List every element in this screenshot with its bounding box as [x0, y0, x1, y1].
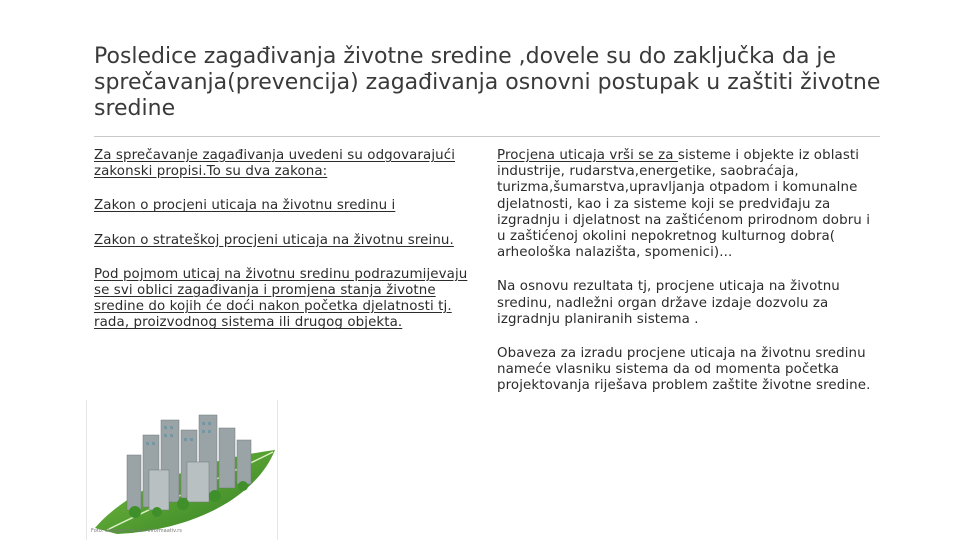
- permit-paragraph: Na osnovu rezultata tj, procjene uticaja na životnu sredinu, nadležni organ države izdaje dozvolu za izgradnju planiranih sistema .: [497, 279, 840, 327]
- slide-title: Posledice zagađivanja životne sredine ,dovele su do zaključka da je sprečavanja(prevencija) zagađivanja osnovni postupak u zaštiti životne sredine: [94, 44, 881, 121]
- law-2: Zakon o strateškoj procjeni uticaja na životnu sreinu.: [94, 232, 454, 248]
- assessment-scope: [497, 148, 882, 261]
- right-column: [497, 148, 882, 413]
- law-1: Zakon o procjeni uticaja na životnu sredinu i: [94, 198, 396, 214]
- assessment-scope-rest: sisteme i objekte iz oblasti industrije, rudarstva,energetike, saobraćaja, turizma,šumarstva,upravljanja otpadom i komunalne djelatnosti, kao i za sisteme koji se predviđaju za izgradnju i djelatnost na zaštićenom prirodnom dobru i u zaštićenoj okolini nepokretnog kulturnog dobra( arheološka nalazišta, spomenici)...: [497, 148, 871, 261]
- left-column: [94, 148, 472, 350]
- green-leaf-city-icon: [86, 400, 278, 540]
- image-credit: Foto: ekoporemativan-informaativ.rs: [91, 528, 182, 534]
- assessment-scope-underlined: Procjena uticaja vrši se za: [497, 148, 678, 163]
- leaf-city-graphic: [87, 400, 277, 540]
- title-divider: [94, 136, 880, 137]
- obligation-paragraph: Obaveza za izradu procjene uticaja na životnu sredinu nameće vlasniku sistema da od momenta početka projektovanja riješava problem zaštite životne sredine.: [497, 346, 871, 394]
- laws-intro: Za sprečavanje zagađivanja uvedeni su odgovarajući zakonski propisi.To su dva zakona:: [94, 148, 456, 180]
- impact-definition: Pod pojmom uticaj na životnu sredinu podrazumijevaju se svi oblici zagađivanja i promjena stanja životne sredine do kojih će doći nakon početka djelatnosti tj. rada, proizvodnog sistema ili drugog objekta.: [94, 266, 468, 331]
